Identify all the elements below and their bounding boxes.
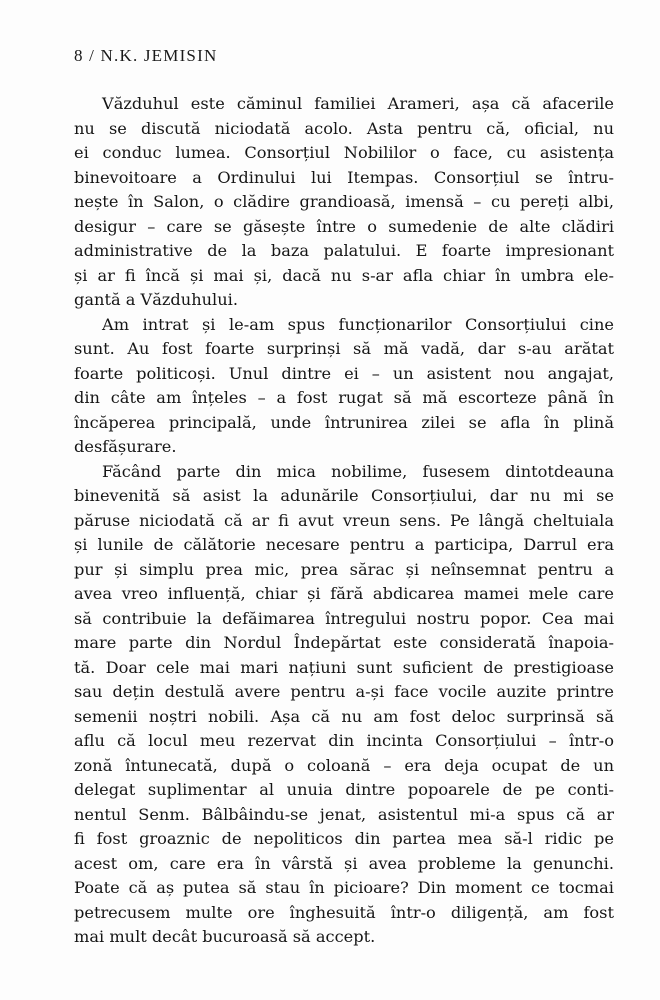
author-name: N.K. JEMISIN (100, 46, 218, 65)
text-line: sunt. Au fost foarte surprinși să mă vadă, dar s-au arătat (74, 339, 614, 358)
paragraph (74, 313, 614, 460)
text-line: nește în Salon, o clădire grandioasă, imensă – cu pereți albi, (74, 192, 614, 211)
text-line: gantă a Văzduhului. (74, 290, 238, 309)
text-line: încăperea principală, unde întrunirea zilei se afla în plină (74, 412, 614, 432)
text-line: petrecusem multe ore înghesuită într-o diligență, am fost (74, 902, 614, 922)
page-number: 8 (74, 46, 84, 65)
text-line: Poate că aș putea să stau în picioare? Din moment ce tocmai (74, 878, 614, 897)
text-line: mai mult decât bucuroasă să accept. (74, 927, 376, 946)
text-line: binevenită să asist la adunările Consorțiului, dar nu mi se (74, 486, 614, 505)
text-line: pur și simplu prea mic, prea sărac și neînsemnat pentru a (74, 559, 614, 579)
header-separator: / (89, 46, 96, 65)
text-line: fi fost groaznic de nepoliticos din partea mea să-l ridic pe (74, 829, 614, 848)
text-line: delegat suplimentar al unuia dintre popoarele de pe conti- (74, 780, 614, 799)
text-line: din câte am înțeles – a fost rugat să mă escorteze până în (74, 388, 614, 407)
text-line: nu se discută niciodată acolo. Asta pentru că, oficial, nu (74, 118, 614, 138)
text-line: și lunile de călătorie necesare pentru a participa, Darrul era (74, 535, 614, 554)
text-line: nentul Senm. Bâlbâindu-se jenat, asistentul mi-a spus că ar (74, 804, 614, 824)
paragraph (74, 92, 614, 313)
text-line: acest om, care era în vârstă și avea probleme la genunchi. (74, 853, 614, 873)
text-line: păruse niciodată că ar fi avut vreun sens. Pe lângă cheltuiala (74, 510, 614, 530)
paragraph (74, 460, 614, 950)
text-line: aflu că locul meu rezervat din incinta Consorțiului – într-o (74, 731, 614, 750)
text-line: desigur – care se găsește între o sumedenie de alte clădiri (74, 216, 614, 236)
text-line: mare parte din Nordul Îndepărtat este considerată înapoia- (74, 633, 614, 652)
text-line: administrative de la baza palatului. E foarte impresionant (74, 241, 614, 260)
text-line: binevoitoare a Ordinului lui Itempas. Consorțiul se întru- (74, 167, 614, 187)
text-line: tă. Doar cele mai mari națiuni sunt suficient de prestigioase (74, 657, 614, 677)
text-line: Făcând parte din mica nobilime, fusesem dintotdeauna (102, 461, 614, 481)
text-line: zonă întunecată, după o coloană – era deja ocupat de un (74, 755, 614, 775)
text-line: semenii noștri nobili. Așa că nu am fost deloc surprinsă să (74, 706, 614, 726)
text-line: avea vreo influență, chiar și fără abdicarea mamei mele care (74, 584, 614, 603)
running-head (74, 46, 217, 66)
text-line: Văzduhul este căminul familiei Arameri, așa că afacerile (102, 94, 614, 113)
text-line: desfășurare. (74, 437, 177, 456)
text-line: sau dețin destulă avere pentru a-și face vocile auzite printre (74, 682, 614, 701)
text-line: și ar fi încă și mai și, dacă nu s-ar afla chiar în umbra ele- (74, 265, 614, 285)
body-text (74, 92, 614, 950)
text-line: Am intrat și le-am spus funcționarilor Consorțiului cine (102, 314, 614, 334)
text-line: foarte politicoși. Unul dintre ei – un asistent nou angajat, (74, 363, 614, 383)
text-line: ei conduc lumea. Consorțiul Nobililor o face, cu asistența (74, 143, 614, 162)
text-line: să contribuie la defăimarea întregului nostru popor. Cea mai (74, 608, 614, 628)
